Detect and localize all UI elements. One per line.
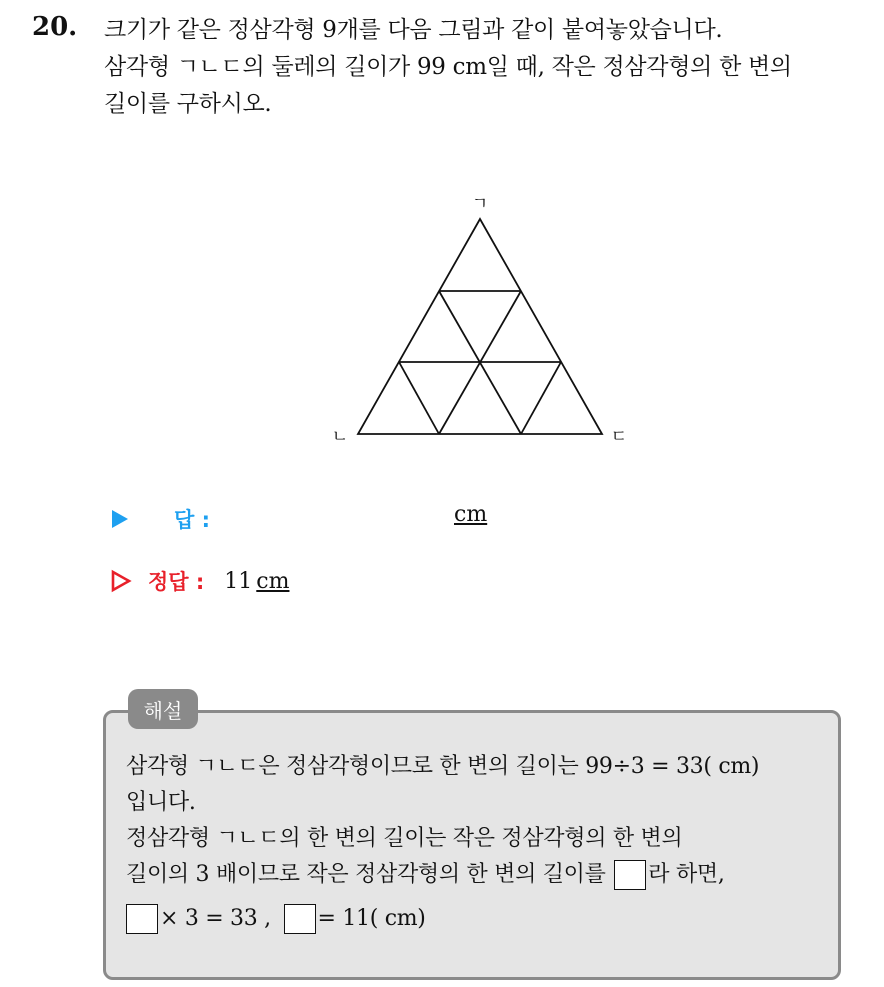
correct-answer-row [110, 564, 289, 598]
solution-line-2: 입니다. [126, 790, 196, 815]
answer-unit[interactable]: cm [454, 502, 488, 527]
answer-arrow-icon [110, 508, 140, 530]
correct-answer-unit: cm [256, 568, 290, 594]
vertex-label-right: ㄷ [610, 427, 628, 447]
unknown-box-eq2 [284, 904, 316, 934]
solution-line-4 [126, 857, 836, 893]
problem-line-1: 크기가 같은 정삼각형 9개를 다음 그림과 같이 붙여놓았습니다. [104, 17, 723, 43]
solution-equations [126, 901, 836, 937]
triangle-figure [320, 185, 640, 455]
solution-text [126, 749, 836, 937]
correct-answer-label: 정답 : [148, 570, 205, 594]
solution-tab: 해설 [128, 689, 198, 729]
problem-line-3: 길이를 구하시오. [104, 91, 272, 117]
problem-number: 20. [32, 12, 78, 42]
solution-line-1: 삼각형 ㄱㄴㄷ은 정삼각형이므로 한 변의 길이는 99÷3 = 33( cm) [126, 754, 760, 779]
grid-line-diag-4 [399, 362, 439, 434]
problem-statement [104, 12, 864, 123]
vertex-label-top: ㄱ [471, 194, 489, 214]
answer-label: 답 : [174, 508, 210, 532]
solution-line-4-text: 길이의 3 배이므로 작은 정삼각형의 한 변의 길이를 [126, 862, 606, 887]
answer-row [110, 502, 530, 536]
solution-line-4-tail: 라 하면, [648, 862, 725, 887]
correct-answer-value: 11 [224, 568, 253, 594]
equation-1-text: × 3 = 33 , [160, 906, 271, 931]
vertex-label-left: ㄴ [331, 427, 349, 447]
equation-2-text: = 11( cm) [317, 906, 426, 931]
correct-answer-arrow-icon [110, 569, 140, 593]
solution-line-3: 정삼각형 ㄱㄴㄷ의 한 변의 길이는 작은 정삼각형의 한 변의 [126, 826, 683, 851]
problem-line-2: 삼각형 ㄱㄴㄷ의 둘레의 길이가 99 cm일 때, 작은 정삼각형의 한 변의 [104, 54, 792, 80]
solution-box [103, 710, 841, 980]
unknown-box [614, 860, 646, 890]
outer-triangle [358, 219, 602, 434]
unknown-box-eq1 [126, 904, 158, 934]
grid-line-diag-2 [521, 362, 561, 434]
